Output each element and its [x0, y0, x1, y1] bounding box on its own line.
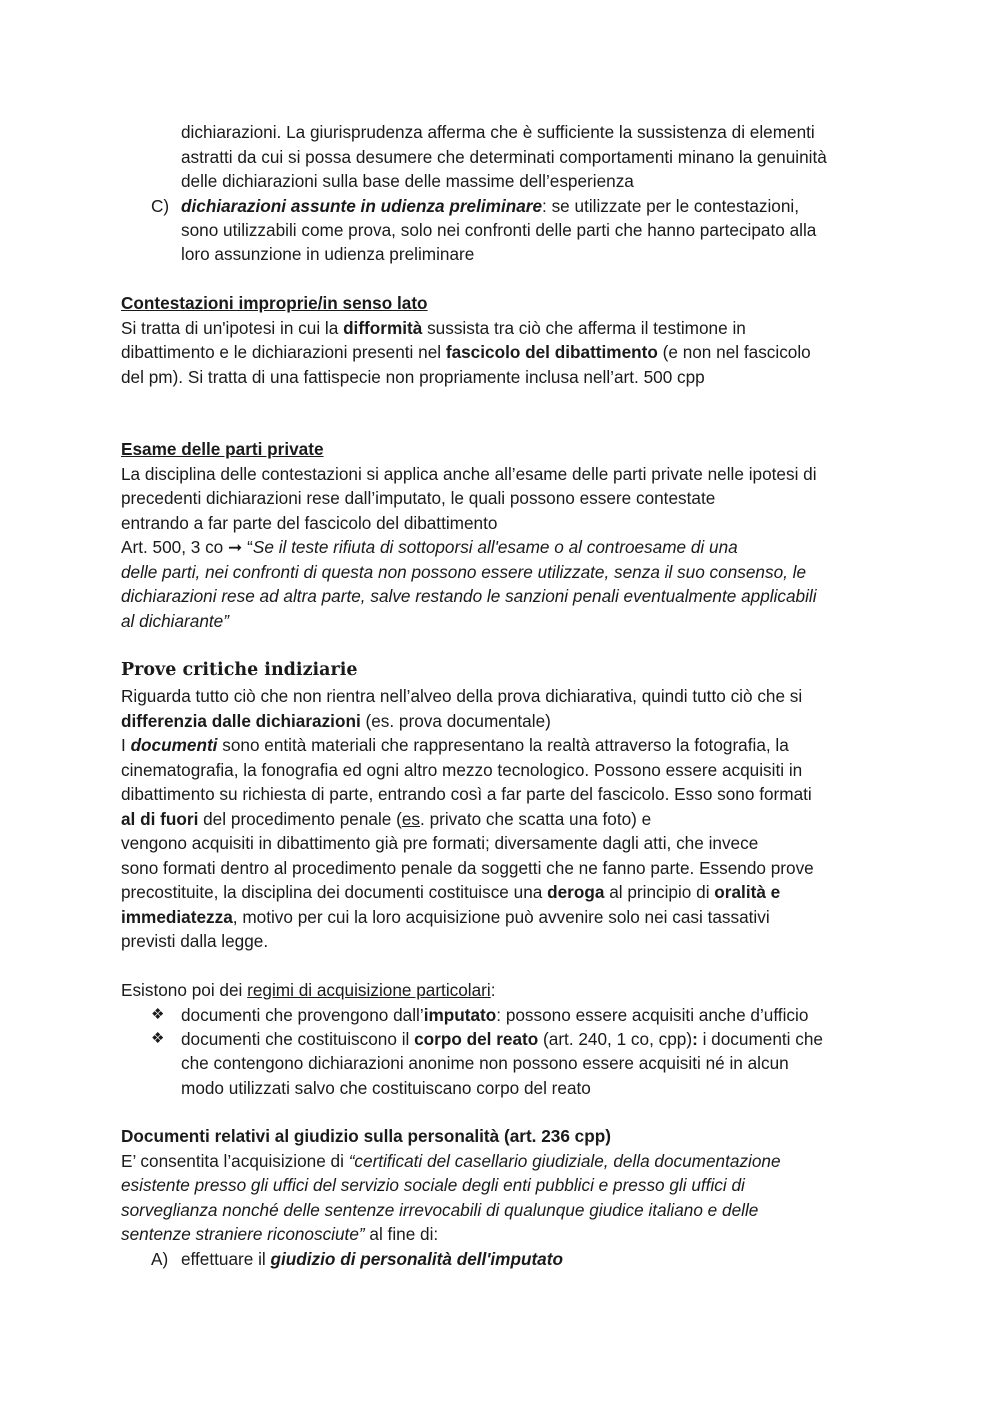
paragraph-line: Riguarda tutto ciò che non rientra nell’alveo della prova dichiarativa, quindi tutto ciò che si: [121, 686, 803, 706]
paragraph-line: sono formati dentro al procedimento penale da soggetti che ne fanno parte. Essendo prove: [121, 858, 814, 878]
bullet-icon: ❖: [151, 1030, 165, 1047]
paragraph-line: astratti da cui si possa desumere che determinati comportamenti minano la genuinità: [181, 147, 827, 167]
paragraph-line: del pm). Si tratta di una fattispecie non propriamente inclusa nell’art. 500 cpp: [121, 367, 705, 387]
paragraph-line: differenzia dalle dichiarazioni (es. prova documentale): [121, 711, 551, 731]
section-heading: Documenti relativi al giudizio sulla personalità (art. 236 cpp): [121, 1126, 611, 1146]
paragraph-line: delle dichiarazioni sulla base delle massime dell’esperienza: [181, 171, 634, 191]
paragraph-line: dichiarazioni. La giurisprudenza afferma che è sufficiente la sussistenza di elementi: [181, 122, 815, 142]
section-heading: Contestazioni improprie/in senso lato: [121, 293, 428, 313]
section-heading: Esame delle parti private: [121, 439, 324, 459]
paragraph-line: Esistono poi dei regimi di acquisizione particolari:: [121, 980, 496, 1000]
list-item: documenti che provengono dall’imputato: possono essere acquisiti anche d’ufficio: [181, 1005, 809, 1025]
paragraph-line: previsti dalla legge.: [121, 931, 269, 951]
paragraph-line: immediatezza, motivo per cui la loro acquisizione può avvenire solo nei casi tassativi: [121, 907, 770, 927]
paragraph-line: Art. 500, 3 co ➞ “Se il teste rifiuta di sottoporsi all'esame o al controesame di una: [121, 537, 738, 557]
paragraph-line: E’ consentita l’acquisizione di “certificati del casellario giudiziale, della documentazione: [121, 1151, 781, 1171]
bullet-icon: ❖: [151, 1006, 165, 1023]
paragraph-line: Si tratta di un'ipotesi in cui la difformità sussista tra ciò che afferma il testimone in: [121, 318, 746, 338]
quote-line: delle parti, nei confronti di questa non possono essere utilizzate, senza il suo consenso, le: [121, 562, 807, 582]
paragraph-line: sono utilizzabili come prova, solo nei confronti delle parti che hanno partecipato alla: [181, 220, 817, 240]
paragraph-line: dibattimento su richiesta di parte, entrando così a far parte del fascicolo. Esso sono formati: [121, 784, 812, 804]
paragraph-line: cinematografia, la fonografia ed ogni altro mezzo tecnologico. Possono essere acquisiti in: [121, 760, 803, 780]
quote-line: esistente presso gli uffici del servizio sociale degli enti pubblici e presso gli uffici di: [121, 1175, 745, 1195]
paragraph-line: modo utilizzati salvo che costituiscano corpo del reato: [181, 1078, 591, 1098]
paragraph-line: loro assunzione in udienza preliminare: [181, 244, 475, 264]
paragraph-line: entrando a far parte del fascicolo del dibattimento: [121, 513, 498, 533]
list-marker: C): [151, 196, 170, 216]
list-item: dichiarazioni assunte in udienza preliminare: se utilizzate per le contestazioni,: [181, 196, 800, 216]
paragraph-line: dibattimento e le dichiarazioni presenti nel fascicolo del dibattimento (e non nel fascicolo: [121, 342, 811, 362]
quote-line: sorveglianza nonché delle sentenze irrevocabili di qualunque giudice italiano e delle: [121, 1200, 759, 1220]
list-item: effettuare il giudizio di personalità dell'imputato: [181, 1249, 563, 1269]
quote-line: al dichiarante”: [121, 611, 229, 631]
section-heading: Prove critiche indiziarie: [121, 660, 358, 680]
paragraph-line: vengono acquisiti in dibattimento già pre formati; diversamente dagli atti, che invece: [121, 833, 759, 853]
paragraph-line: che contengono dichiarazioni anonime non possono essere acquisiti né in alcun: [181, 1053, 789, 1073]
paragraph-line: al di fuori del procedimento penale (es. privato che scatta una foto) e: [121, 809, 652, 829]
paragraph-line: precedenti dichiarazioni rese dall’imputato, le quali possono essere contestate: [121, 488, 716, 508]
paragraph-line: precostituite, la disciplina dei documenti costituisce una deroga al principio di oralità e: [121, 882, 781, 902]
quote-line: dichiarazioni rese ad altra parte, salve restando le sanzioni penali eventualmente applicabili: [121, 586, 817, 606]
list-marker: A): [151, 1249, 169, 1269]
paragraph-line: I documenti sono entità materiali che rappresentano la realtà attraverso la fotografia, la: [121, 735, 789, 755]
paragraph-line: sentenze straniere riconosciute” al fine di:: [121, 1224, 439, 1244]
list-item: documenti che costituiscono il corpo del reato (art. 240, 1 co, cpp): i documenti che: [181, 1029, 823, 1049]
paragraph-line: La disciplina delle contestazioni si applica anche all’esame delle parti private nelle ipotesi di: [121, 464, 817, 484]
